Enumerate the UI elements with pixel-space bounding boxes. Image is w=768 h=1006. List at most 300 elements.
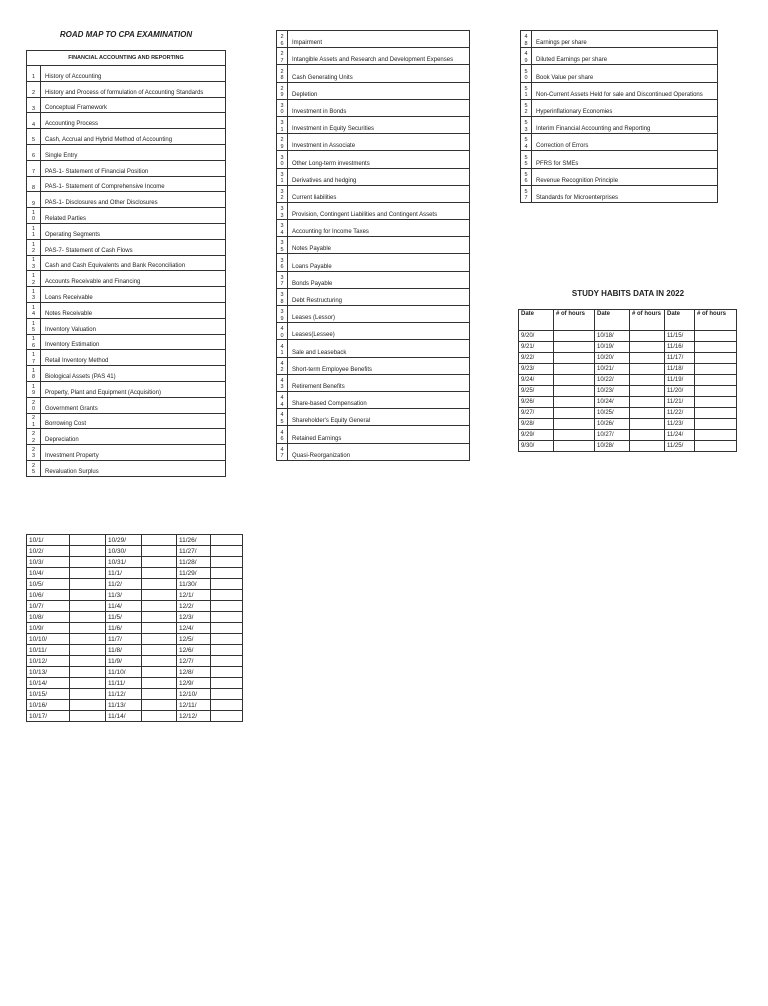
topic-row bbox=[27, 97, 226, 113]
topic-row bbox=[27, 208, 226, 224]
topic-row bbox=[27, 160, 226, 176]
topic-number: 5 6 bbox=[521, 168, 532, 185]
hours-cell[interactable] bbox=[142, 634, 177, 645]
topic-label: Operating Segments bbox=[41, 223, 226, 239]
date-cell: 10/18/ bbox=[595, 331, 630, 342]
hours-cell[interactable] bbox=[695, 419, 737, 430]
table-row bbox=[27, 645, 243, 656]
topic-row bbox=[277, 254, 470, 271]
hours-cell[interactable] bbox=[554, 375, 595, 386]
hours-cell[interactable] bbox=[695, 375, 737, 386]
hours-cell[interactable] bbox=[142, 689, 177, 700]
topic-number: 3 1 bbox=[277, 116, 288, 133]
topic-row bbox=[27, 302, 226, 318]
topic-label: Quasi-Reorganization bbox=[288, 443, 470, 460]
table-row bbox=[27, 601, 243, 612]
date-cell: 11/19/ bbox=[665, 375, 695, 386]
hours-cell[interactable] bbox=[142, 601, 177, 612]
topic-row bbox=[27, 381, 226, 397]
hours-cell[interactable] bbox=[630, 441, 665, 452]
hours-cell[interactable] bbox=[211, 700, 243, 711]
date-cell: 11/3/ bbox=[106, 590, 142, 601]
topic-label: Notes Payable bbox=[288, 237, 470, 254]
hours-cell[interactable] bbox=[211, 689, 243, 700]
topic-row bbox=[521, 82, 718, 99]
date-cell: 11/17/ bbox=[665, 353, 695, 364]
topic-row bbox=[277, 374, 470, 391]
hours-header: # of hours bbox=[695, 310, 737, 331]
hours-cell[interactable] bbox=[211, 557, 243, 568]
hours-cell[interactable] bbox=[70, 590, 106, 601]
hours-cell[interactable] bbox=[695, 331, 737, 342]
hours-cell[interactable] bbox=[211, 579, 243, 590]
topic-row bbox=[521, 185, 718, 202]
topic-row bbox=[27, 239, 226, 255]
hours-cell[interactable] bbox=[142, 711, 177, 722]
date-cell: 10/13/ bbox=[27, 667, 70, 678]
topic-label: Book Value per share bbox=[532, 65, 718, 82]
topic-label: Biological Assets (PAS 41) bbox=[41, 366, 226, 382]
date-cell: 10/29/ bbox=[106, 535, 142, 546]
topic-number: 8 bbox=[27, 176, 41, 192]
topic-number: 3 8 bbox=[277, 288, 288, 305]
hours-cell[interactable] bbox=[554, 408, 595, 419]
date-cell: 11/9/ bbox=[106, 656, 142, 667]
study-habits-table bbox=[518, 309, 737, 452]
topic-label: Loans Receivable bbox=[41, 287, 226, 303]
topic-number: 3 0 bbox=[277, 151, 288, 168]
topic-label: Depreciation bbox=[41, 429, 226, 445]
topic-number: 3 bbox=[27, 97, 41, 113]
date-cell: 11/4/ bbox=[106, 601, 142, 612]
hours-cell[interactable] bbox=[70, 656, 106, 667]
topic-number: 5 5 bbox=[521, 151, 532, 168]
table-row bbox=[27, 535, 243, 546]
table-row bbox=[27, 568, 243, 579]
topic-label: Impairment bbox=[288, 31, 470, 48]
study-habits-title: STUDY HABITS DATA IN 2022 bbox=[571, 289, 685, 298]
date-cell: 12/2/ bbox=[177, 601, 211, 612]
date-cell: 11/7/ bbox=[106, 634, 142, 645]
hours-header: # of hours bbox=[554, 310, 595, 331]
topic-row bbox=[27, 81, 226, 97]
hours-cell[interactable] bbox=[630, 386, 665, 397]
topic-row bbox=[277, 168, 470, 185]
hours-cell[interactable] bbox=[142, 590, 177, 601]
table-row bbox=[519, 441, 737, 452]
topic-label: Inventory Valuation bbox=[41, 318, 226, 334]
date-header: Date bbox=[665, 310, 695, 331]
date-cell: 12/1/ bbox=[177, 590, 211, 601]
topic-row bbox=[277, 306, 470, 323]
topic-row bbox=[277, 220, 470, 237]
topic-row bbox=[277, 134, 470, 151]
topic-label: PAS-1- Disclosures and Other Disclosures bbox=[41, 192, 226, 208]
topic-label: Accounting Process bbox=[41, 113, 226, 129]
date-cell: 11/10/ bbox=[106, 667, 142, 678]
topic-number: 5 4 bbox=[521, 134, 532, 151]
hours-cell[interactable] bbox=[630, 430, 665, 441]
table-row bbox=[27, 667, 243, 678]
hours-cell[interactable] bbox=[554, 331, 595, 342]
date-cell: 12/10/ bbox=[177, 689, 211, 700]
date-cell: 12/8/ bbox=[177, 667, 211, 678]
date-cell: 10/14/ bbox=[27, 678, 70, 689]
date-cell: 11/5/ bbox=[106, 612, 142, 623]
date-cell: 11/15/ bbox=[665, 331, 695, 342]
date-cell: 11/1/ bbox=[106, 568, 142, 579]
topic-number: 5 7 bbox=[521, 185, 532, 202]
hours-cell[interactable] bbox=[211, 667, 243, 678]
hours-cell[interactable] bbox=[142, 623, 177, 634]
date-cell: 12/6/ bbox=[177, 645, 211, 656]
topic-number: 2 3 bbox=[27, 445, 41, 461]
hours-cell[interactable] bbox=[142, 535, 177, 546]
topic-number: 1 7 bbox=[27, 350, 41, 366]
topic-number: 2 7 bbox=[277, 48, 288, 65]
hours-cell[interactable] bbox=[695, 408, 737, 419]
topic-number: 5 3 bbox=[521, 116, 532, 133]
topic-label: Derivatives and hedging bbox=[288, 168, 470, 185]
topic-label: Share-based Compensation bbox=[288, 391, 470, 408]
hours-cell[interactable] bbox=[142, 667, 177, 678]
hours-cell[interactable] bbox=[70, 546, 106, 557]
date-cell: 10/9/ bbox=[27, 623, 70, 634]
topic-number: 1 2 bbox=[27, 239, 41, 255]
topic-row bbox=[27, 129, 226, 145]
table-row bbox=[27, 557, 243, 568]
hours-cell[interactable] bbox=[70, 612, 106, 623]
topic-number: 3 7 bbox=[277, 271, 288, 288]
topic-label: Other Long-term investments bbox=[288, 151, 470, 168]
hours-cell[interactable] bbox=[554, 419, 595, 430]
hours-cell[interactable] bbox=[211, 623, 243, 634]
topic-label: Revaluation Surplus bbox=[41, 460, 226, 476]
hours-cell[interactable] bbox=[211, 590, 243, 601]
table-row bbox=[519, 364, 737, 375]
topic-number: 1 8 bbox=[27, 366, 41, 382]
date-cell: 11/6/ bbox=[106, 623, 142, 634]
topic-number: 4 1 bbox=[277, 340, 288, 357]
topic-row bbox=[521, 116, 718, 133]
topic-label: Investment Property bbox=[41, 445, 226, 461]
table-row bbox=[519, 386, 737, 397]
date-cell: 11/18/ bbox=[665, 364, 695, 375]
date-cell: 10/27/ bbox=[595, 430, 630, 441]
hours-cell[interactable] bbox=[630, 364, 665, 375]
hours-cell[interactable] bbox=[70, 645, 106, 656]
hours-cell[interactable] bbox=[70, 557, 106, 568]
topic-label: Retail Inventory Method bbox=[41, 350, 226, 366]
topic-number: 4 0 bbox=[277, 323, 288, 340]
date-cell: 10/6/ bbox=[27, 590, 70, 601]
topic-number: 3 4 bbox=[277, 220, 288, 237]
hours-cell[interactable] bbox=[142, 612, 177, 623]
hours-cell[interactable] bbox=[70, 678, 106, 689]
table-row bbox=[519, 353, 737, 364]
hours-cell[interactable] bbox=[695, 353, 737, 364]
topic-label: Single Entry bbox=[41, 144, 226, 160]
hours-cell[interactable] bbox=[211, 634, 243, 645]
date-cell: 10/1/ bbox=[27, 535, 70, 546]
hours-cell[interactable] bbox=[630, 408, 665, 419]
topic-number: 3 5 bbox=[277, 237, 288, 254]
date-cell: 10/23/ bbox=[595, 386, 630, 397]
topic-label: Provision, Contingent Liabilities and Contingent Assets bbox=[288, 202, 470, 219]
hours-cell[interactable] bbox=[695, 397, 737, 408]
date-cell: 11/24/ bbox=[665, 430, 695, 441]
hours-cell[interactable] bbox=[142, 557, 177, 568]
topic-label: Investment in Bonds bbox=[288, 99, 470, 116]
topic-number: 2 5 bbox=[27, 460, 41, 476]
topic-number: 4 2 bbox=[277, 357, 288, 374]
date-cell: 9/23/ bbox=[519, 364, 554, 375]
date-cell: 10/21/ bbox=[595, 364, 630, 375]
topic-label: History of Accounting bbox=[41, 66, 226, 82]
topic-number: 1 2 bbox=[27, 271, 41, 287]
topic-number: 6 bbox=[27, 144, 41, 160]
topic-label: Shareholder's Equity General bbox=[288, 409, 470, 426]
date-cell: 10/10/ bbox=[27, 634, 70, 645]
hours-cell[interactable] bbox=[142, 700, 177, 711]
topic-number: 4 bbox=[27, 113, 41, 129]
topic-label: Notes Receivable bbox=[41, 302, 226, 318]
date-cell: 10/2/ bbox=[27, 546, 70, 557]
table-row bbox=[27, 678, 243, 689]
hours-cell[interactable] bbox=[211, 546, 243, 557]
hours-cell[interactable] bbox=[211, 535, 243, 546]
topic-row bbox=[27, 397, 226, 413]
hours-cell[interactable] bbox=[70, 634, 106, 645]
date-log-table bbox=[26, 534, 243, 722]
date-cell: 10/30/ bbox=[106, 546, 142, 557]
topic-label: Investment in Associate bbox=[288, 134, 470, 151]
table-row bbox=[27, 579, 243, 590]
hours-cell[interactable] bbox=[142, 645, 177, 656]
table-row bbox=[27, 711, 243, 722]
topic-row bbox=[27, 413, 226, 429]
date-cell: 12/11/ bbox=[177, 700, 211, 711]
topic-row bbox=[277, 443, 470, 460]
table-row bbox=[27, 546, 243, 557]
topic-number: 4 3 bbox=[277, 374, 288, 391]
topic-number: 2 6 bbox=[277, 31, 288, 48]
topic-row bbox=[521, 151, 718, 168]
topic-label: Interim Financial Accounting and Reporting bbox=[532, 116, 718, 133]
topic-number: 5 bbox=[27, 129, 41, 145]
hours-cell[interactable] bbox=[142, 546, 177, 557]
roadmap-table-3 bbox=[520, 30, 718, 203]
topic-label: Inventory Estimation bbox=[41, 334, 226, 350]
topic-label: Current liabilities bbox=[288, 185, 470, 202]
topic-row bbox=[277, 391, 470, 408]
topic-label: Conceptual Framework bbox=[41, 97, 226, 113]
topic-label: Leases(Lessee) bbox=[288, 323, 470, 340]
hours-header: # of hours bbox=[630, 310, 665, 331]
date-cell: 10/20/ bbox=[595, 353, 630, 364]
topic-row bbox=[277, 31, 470, 48]
topic-label: Investment in Equity Securities bbox=[288, 116, 470, 133]
date-cell: 9/29/ bbox=[519, 430, 554, 441]
date-cell: 10/28/ bbox=[595, 441, 630, 452]
hours-cell[interactable] bbox=[70, 689, 106, 700]
topic-row bbox=[521, 134, 718, 151]
section-header: FINANCIAL ACCOUNTING AND REPORTING bbox=[27, 51, 226, 66]
hours-cell[interactable] bbox=[630, 397, 665, 408]
topic-row bbox=[277, 151, 470, 168]
topic-label: Leases (Lessor) bbox=[288, 306, 470, 323]
topic-label: Cash and Cash Equivalents and Bank Reconciliation bbox=[41, 255, 226, 271]
date-cell: 9/21/ bbox=[519, 342, 554, 353]
date-cell: 10/17/ bbox=[27, 711, 70, 722]
hours-cell[interactable] bbox=[70, 700, 106, 711]
date-cell: 9/22/ bbox=[519, 353, 554, 364]
topic-number: 3 9 bbox=[277, 306, 288, 323]
topic-number: 3 6 bbox=[277, 254, 288, 271]
hours-cell[interactable] bbox=[695, 386, 737, 397]
hours-cell[interactable] bbox=[695, 342, 737, 353]
date-cell: 10/12/ bbox=[27, 656, 70, 667]
date-cell: 10/15/ bbox=[27, 689, 70, 700]
topic-row bbox=[277, 99, 470, 116]
hours-cell[interactable] bbox=[554, 342, 595, 353]
hours-cell[interactable] bbox=[211, 601, 243, 612]
topic-row bbox=[27, 350, 226, 366]
date-header: Date bbox=[595, 310, 630, 331]
topic-row bbox=[27, 271, 226, 287]
topic-label: Short-term Employee Benefits bbox=[288, 357, 470, 374]
topic-label: PAS-1- Statement of Financial Position bbox=[41, 160, 226, 176]
date-cell: 10/3/ bbox=[27, 557, 70, 568]
topic-number: 1 3 bbox=[27, 287, 41, 303]
topic-number: 3 0 bbox=[277, 99, 288, 116]
topic-row bbox=[27, 176, 226, 192]
topic-label: Correction of Errors bbox=[532, 134, 718, 151]
topic-label: Related Parties bbox=[41, 208, 226, 224]
date-cell: 9/25/ bbox=[519, 386, 554, 397]
hours-cell[interactable] bbox=[70, 711, 106, 722]
topic-row bbox=[277, 82, 470, 99]
hours-cell[interactable] bbox=[211, 568, 243, 579]
hours-cell[interactable] bbox=[554, 386, 595, 397]
topic-label: Borrowing Cost bbox=[41, 413, 226, 429]
date-cell: 11/26/ bbox=[177, 535, 211, 546]
hours-cell[interactable] bbox=[554, 364, 595, 375]
date-header: Date bbox=[519, 310, 554, 331]
topic-number: 7 bbox=[27, 160, 41, 176]
topic-number: 9 bbox=[27, 192, 41, 208]
topic-row bbox=[27, 460, 226, 476]
date-cell: 12/5/ bbox=[177, 634, 211, 645]
date-cell: 11/25/ bbox=[665, 441, 695, 452]
hours-cell[interactable] bbox=[695, 364, 737, 375]
hours-cell[interactable] bbox=[211, 656, 243, 667]
hours-cell[interactable] bbox=[70, 568, 106, 579]
topic-row bbox=[277, 185, 470, 202]
topic-label: Retirement Benefits bbox=[288, 374, 470, 391]
hours-cell[interactable] bbox=[554, 397, 595, 408]
topic-label: Revenue Recognition Principle bbox=[532, 168, 718, 185]
topic-row bbox=[27, 113, 226, 129]
date-cell: 11/8/ bbox=[106, 645, 142, 656]
topic-row bbox=[27, 223, 226, 239]
topic-row bbox=[277, 357, 470, 374]
hours-cell[interactable] bbox=[142, 656, 177, 667]
date-cell: 10/19/ bbox=[595, 342, 630, 353]
topic-row bbox=[277, 202, 470, 219]
topic-row bbox=[27, 334, 226, 350]
table-row bbox=[27, 634, 243, 645]
date-cell: 11/20/ bbox=[665, 386, 695, 397]
topic-row bbox=[27, 318, 226, 334]
hours-cell[interactable] bbox=[142, 568, 177, 579]
hours-cell[interactable] bbox=[630, 375, 665, 386]
date-cell: 12/4/ bbox=[177, 623, 211, 634]
topic-number: 5 1 bbox=[521, 82, 532, 99]
hours-cell[interactable] bbox=[211, 678, 243, 689]
date-cell: 9/24/ bbox=[519, 375, 554, 386]
table-row bbox=[519, 342, 737, 353]
hours-cell[interactable] bbox=[70, 601, 106, 612]
date-cell: 10/8/ bbox=[27, 612, 70, 623]
topic-row bbox=[521, 168, 718, 185]
topic-row bbox=[521, 65, 718, 82]
roadmap-table-2 bbox=[276, 30, 470, 461]
table-row bbox=[27, 700, 243, 711]
table-row bbox=[27, 590, 243, 601]
topic-number: 5 0 bbox=[521, 65, 532, 82]
hours-cell[interactable] bbox=[142, 579, 177, 590]
hours-cell[interactable] bbox=[142, 678, 177, 689]
hours-cell[interactable] bbox=[70, 667, 106, 678]
hours-cell[interactable] bbox=[554, 430, 595, 441]
topic-row bbox=[277, 288, 470, 305]
topic-row bbox=[27, 445, 226, 461]
hours-cell[interactable] bbox=[554, 353, 595, 364]
date-cell: 9/27/ bbox=[519, 408, 554, 419]
date-cell: 11/21/ bbox=[665, 397, 695, 408]
topic-label: Loans Payable bbox=[288, 254, 470, 271]
hours-cell[interactable] bbox=[211, 711, 243, 722]
date-cell: 10/11/ bbox=[27, 645, 70, 656]
date-cell: 12/7/ bbox=[177, 656, 211, 667]
hours-cell[interactable] bbox=[695, 430, 737, 441]
topic-label: Depletion bbox=[288, 82, 470, 99]
topic-number: 4 7 bbox=[277, 443, 288, 460]
hours-cell[interactable] bbox=[630, 353, 665, 364]
hours-cell[interactable] bbox=[630, 342, 665, 353]
hours-cell[interactable] bbox=[630, 419, 665, 430]
hours-cell[interactable] bbox=[630, 331, 665, 342]
table-row bbox=[519, 331, 737, 342]
date-cell: 11/28/ bbox=[177, 557, 211, 568]
topic-label: Government Grants bbox=[41, 397, 226, 413]
topic-row bbox=[521, 31, 718, 48]
hours-cell[interactable] bbox=[70, 535, 106, 546]
hours-cell[interactable] bbox=[211, 612, 243, 623]
hours-cell[interactable] bbox=[695, 441, 737, 452]
topic-label: Intangible Assets and Research and Development Expenses bbox=[288, 48, 470, 65]
roadmap-table-1 bbox=[26, 50, 226, 477]
topic-number: 4 9 bbox=[521, 48, 532, 65]
hours-cell[interactable] bbox=[554, 441, 595, 452]
hours-cell[interactable] bbox=[70, 579, 106, 590]
topic-label: Hyperinflationary Economies bbox=[532, 99, 718, 116]
date-cell: 10/5/ bbox=[27, 579, 70, 590]
hours-cell[interactable] bbox=[211, 645, 243, 656]
hours-cell[interactable] bbox=[70, 623, 106, 634]
topic-label: PFRS for SMEs bbox=[532, 151, 718, 168]
